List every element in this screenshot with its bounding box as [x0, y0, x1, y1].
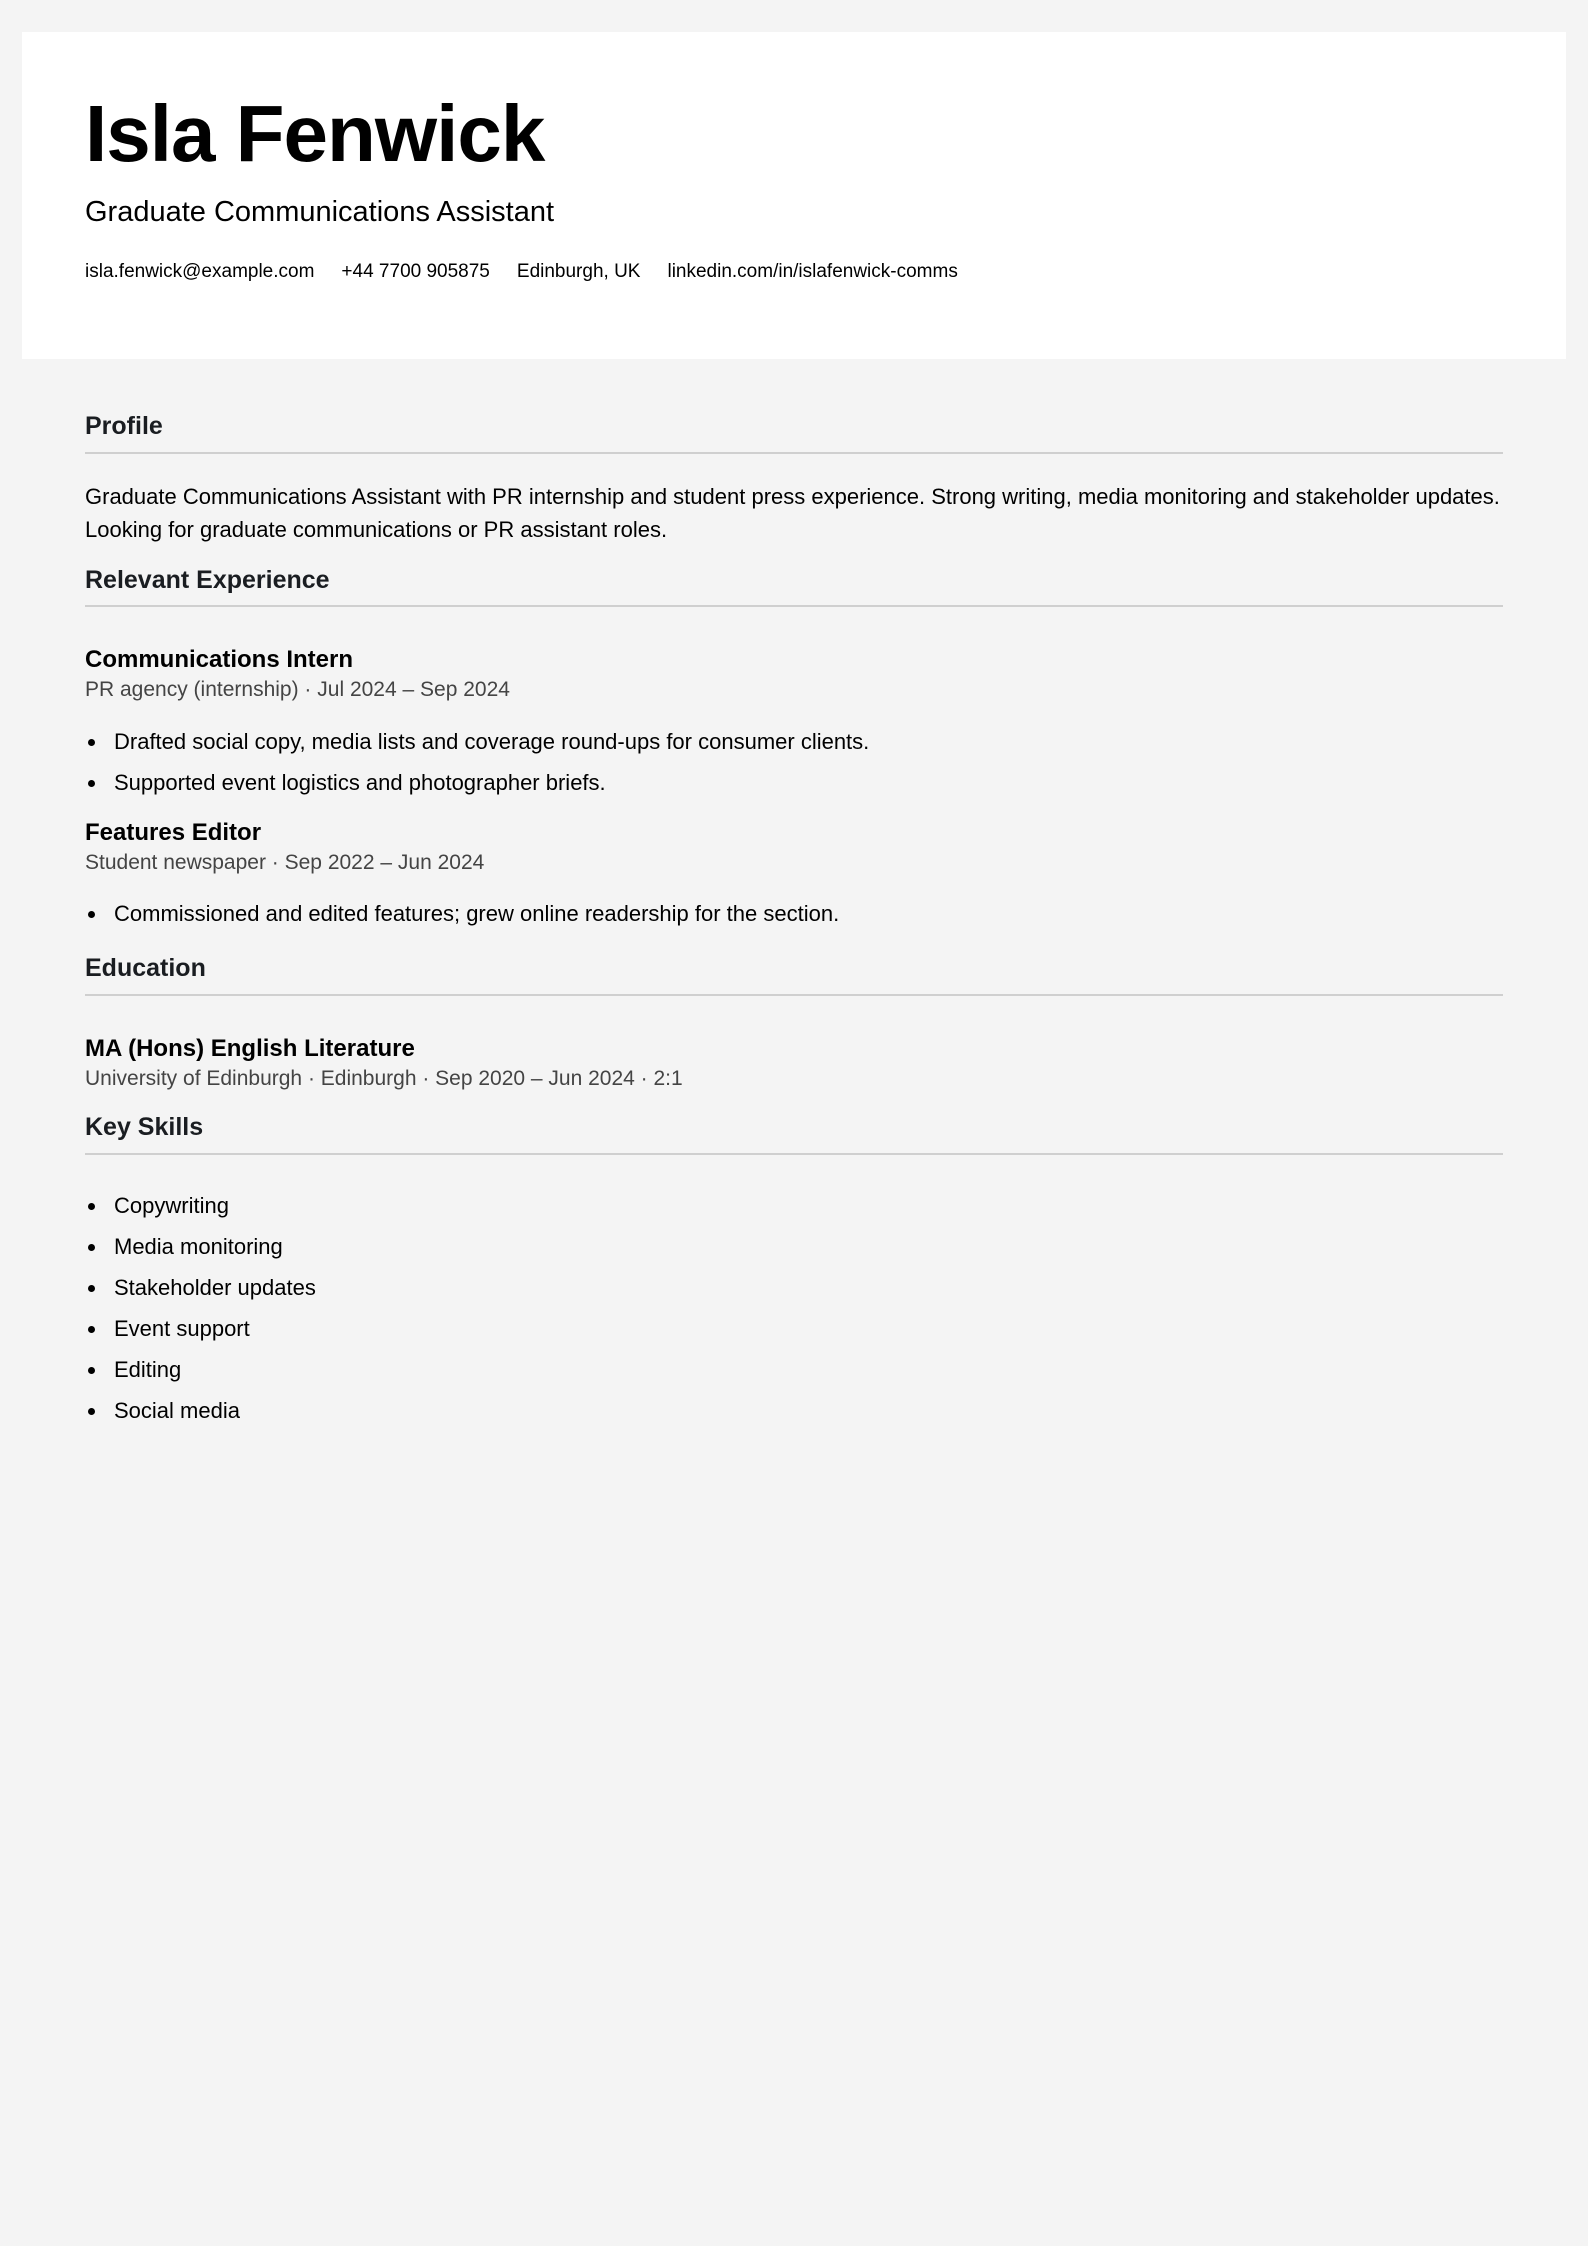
experience-meta: Student newspaper · Sep 2022 – Jun 2024	[85, 850, 485, 874]
section-divider	[85, 994, 1503, 996]
skill-item: Editing	[85, 1349, 1503, 1390]
section-title-profile: Profile	[85, 412, 163, 440]
skill-item: Media monitoring	[85, 1226, 1503, 1267]
skill-item: Social media	[85, 1390, 1503, 1431]
experience-section	[85, 564, 1503, 935]
section-divider	[85, 1153, 1503, 1155]
experience-bullets	[85, 893, 1503, 934]
education-entry	[85, 1033, 1503, 1094]
contact-row	[85, 260, 958, 285]
section-divider	[85, 452, 1503, 454]
candidate-name: Isla Fenwick	[85, 89, 545, 178]
skills-list	[85, 1185, 1503, 1431]
skill-item: Event support	[85, 1308, 1503, 1349]
resume-body	[85, 410, 1503, 1431]
candidate-headline: Graduate Communications Assistant	[85, 196, 555, 228]
bullet-item: Commissioned and edited features; grew online readership for the section.	[85, 893, 1503, 934]
bullet-item: Supported event logistics and photographer briefs.	[85, 762, 1503, 803]
experience-role: Features Editor	[85, 818, 262, 846]
contact-phone: +44 7700 905875	[341, 261, 490, 282]
skill-item: Stakeholder updates	[85, 1267, 1503, 1308]
experience-entry	[85, 644, 1503, 803]
education-meta: University of Edinburgh · Edinburgh · Sep 2020 – Jun 2024 · 2:1	[85, 1066, 683, 1090]
skill-item: Copywriting	[85, 1185, 1503, 1226]
experience-entry	[85, 817, 1503, 935]
education-section	[85, 952, 1503, 1093]
experience-role: Communications Intern	[85, 646, 354, 673]
section-title-experience: Relevant Experience	[85, 565, 330, 594]
section-title-education: Education	[85, 954, 206, 983]
header-card	[22, 32, 1566, 359]
contact-email: isla.fenwick@example.com	[85, 261, 315, 282]
experience-meta: PR agency (internship) · Jul 2024 – Sep 2024	[85, 678, 510, 702]
skills-section	[85, 1111, 1503, 1431]
contact-linkedin: linkedin.com/in/islafenwick-comms	[667, 261, 958, 282]
profile-text: Graduate Communications Assistant with PR internship and student press experience. Strong writing, media monitoring and stakeholder updates. Looking for graduate communications or PR assistant roles.	[85, 483, 1500, 542]
bullet-item: Drafted social copy, media lists and coverage round-ups for consumer clients.	[85, 721, 1503, 762]
education-degree: MA (Hons) English Literature	[85, 1034, 415, 1062]
profile-section	[85, 410, 1503, 546]
section-divider	[85, 605, 1503, 607]
experience-bullets	[85, 721, 1503, 803]
section-title-skills: Key Skills	[85, 1113, 204, 1142]
contact-location: Edinburgh, UK	[516, 261, 641, 282]
